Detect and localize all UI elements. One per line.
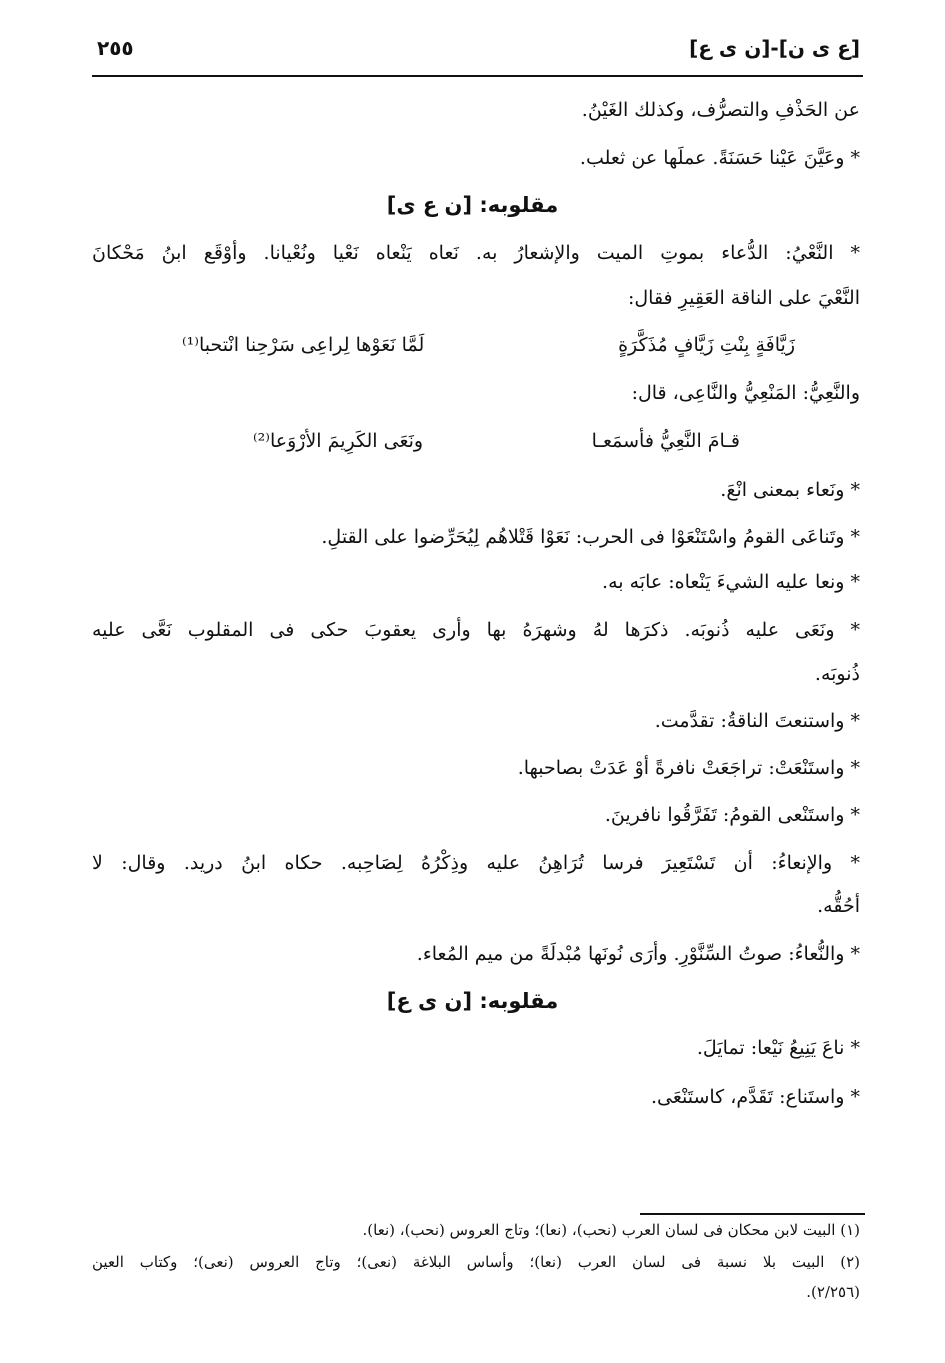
text-line: * واستنعتَ الناقةُ: تقدَّمت. — [654, 710, 860, 732]
section-heading: مقلوبه: [ن ع ى] — [386, 193, 559, 217]
text-line: أحُقُّه. — [817, 895, 860, 917]
footnote: (٢/٢٥٦). — [806, 1283, 860, 1301]
text-line: * وتَناعَى القومُ واسْتَنْعَوْا فى الحرب: نَعَوْا قَتْلاهُم لِيُحَرِّضوا على القتلِ. — [321, 526, 860, 548]
text-line: النَّعْيَ على الناقة العَقِيرِ فقال: — [627, 287, 860, 309]
verse-hemistich-second: ونَعَى الكَرِيمَ الأرْوَعا⁽²⁾ — [253, 430, 424, 452]
verse-hemistich-second: لَمَّا نَعَوْها لِراعِى سَرْحِنا انْتحبا⁽¹⁾ — [182, 334, 425, 356]
header-rule — [92, 75, 863, 77]
running-head: [ع ى ن]-[ن ى ع] — [689, 36, 860, 60]
footnote: (١) البيت لابن محكان فى لسان العرب (نحب)، (نعا)؛ وتاج العروس (نحب)، (نعا). — [362, 1221, 860, 1239]
text-line: * واستَنْعى القومُ: تَفَرَّقُوا نافرينَ. — [604, 804, 860, 826]
text-line: * والإنعاءُ: أن تَسْتَعِيرَ فرسا تُرَاهِنُ عليه وذِكْرُهُ لِصَاحِبه. حكاه ابنُ دريد. وقال: لا — [92, 852, 860, 874]
page-number: ٢٥٥ — [97, 36, 134, 60]
footnote: (٢) البيت بلا نسبة فى لسان العرب (نعا)؛ وأساس البلاغة (نعى)؛ وتاج العروس (نعى)؛ وكتاب العين — [92, 1253, 860, 1271]
text-line: عن الحَذْفِ والتصرُّف، وكذلك الغَيْنُ. — [581, 99, 860, 121]
verse-hemistich-first: قـامَ النَّعِيُّ فأسمَعـا — [591, 430, 740, 452]
text-line: * ونَعاء بمعنى انْعَ. — [720, 479, 860, 501]
text-line: * وعَيَّنَ عَيْنا حَسَنَةً. عملَها عن ثعلب. — [579, 147, 860, 169]
text-line: * ونعا عليه الشيءَ يَنْعاه: عابَه به. — [602, 571, 860, 593]
text-line: * والنُّعاءُ: صوتُ السِّنَّوْرِ. وأرَى نُونَها مُبْدلَةً من ميم المُعاء. — [416, 943, 860, 965]
section-heading: مقلوبه: [ن ى ع] — [386, 989, 559, 1013]
text-line: ذُنوبَه. — [814, 663, 860, 685]
text-line: * ناعَ يَنِيعُ نَيْعا: تمايَلَ. — [696, 1037, 860, 1059]
text-line: * واستَنْعَتْ: تراجَعَتْ نافرةً أوْ عَدَتْ بصاحبها. — [517, 757, 860, 779]
text-line: والنَّعِيُّ: المَنْعِيُّ والنَّاعِى، قال: — [631, 382, 860, 404]
verse-hemistich-first: زَيَّافَةٍ بِنْتِ زَيَّافٍ مُذَكَّرَةٍ — [618, 334, 795, 356]
text-line: * ونَعَى عليه ذُنوبَه. ذكرَها لهُ وشهرَهُ بها وأرى يعقوبَ حكى فى المقلوب نَعَّى عليه — [92, 619, 860, 641]
footnote-rule — [640, 1213, 865, 1215]
text-line: * واستَناع: تَقَدَّم، كاستَنْعَى. — [650, 1086, 860, 1108]
text-line: * النَّعْيُ: الدُّعاء بموتِ الميت والإشعارُ به. نَعاه يَنْعاه نَعْيا ونُعْيانا. وأوْقَع ابنُ مَحْكانَ — [92, 242, 860, 264]
